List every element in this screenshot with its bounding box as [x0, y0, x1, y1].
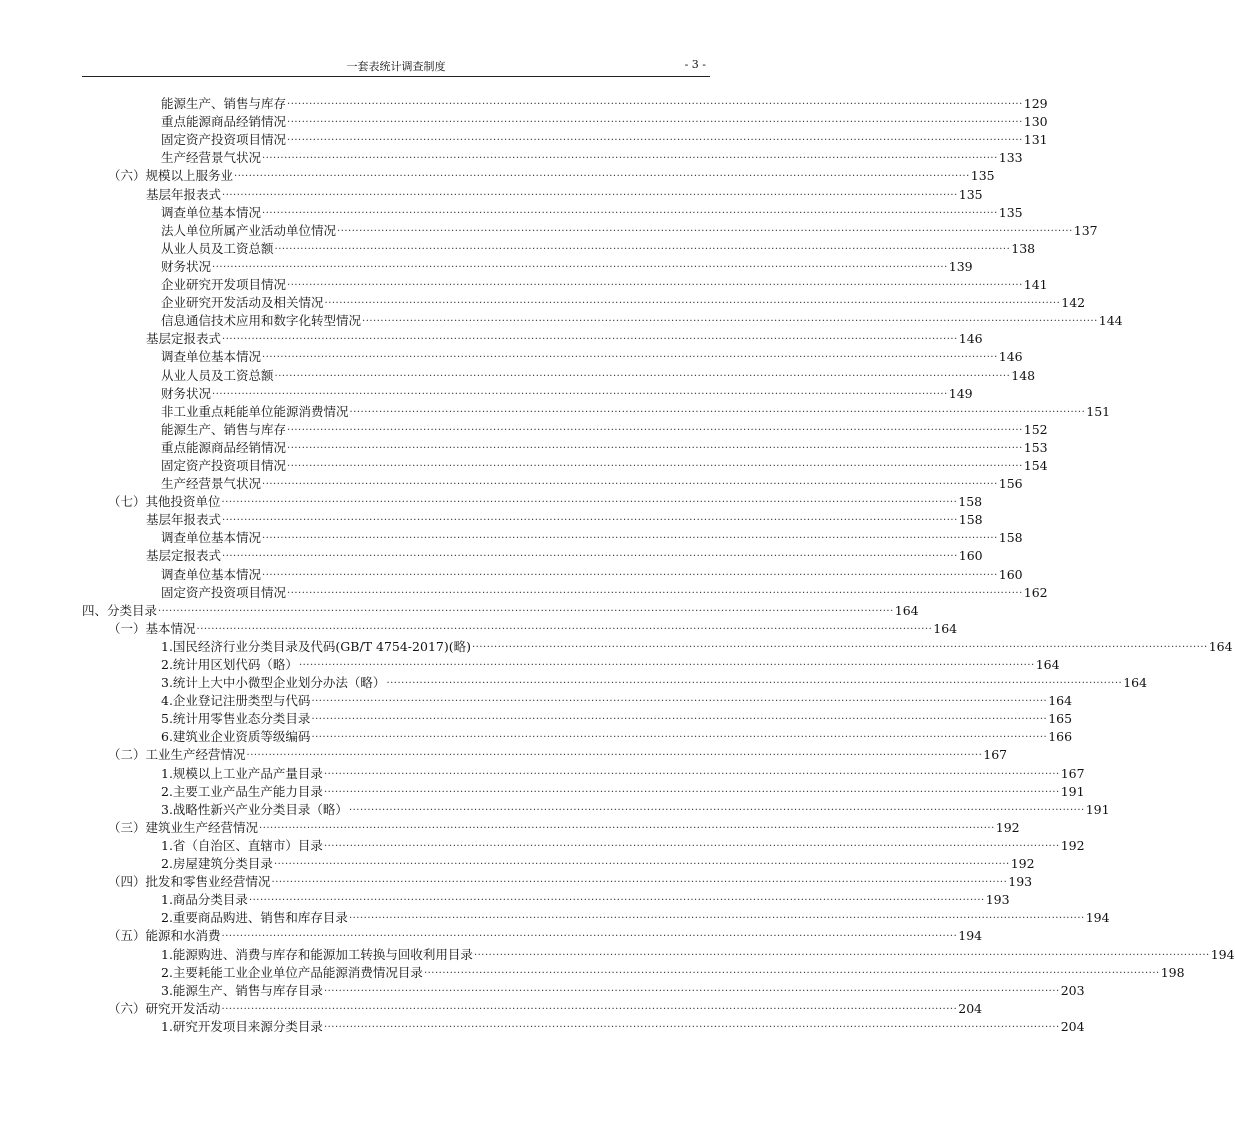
- toc-entry[interactable]: [82, 95, 1048, 113]
- toc-entry[interactable]: [82, 891, 1010, 909]
- toc-entry-page: 204: [958, 1000, 983, 1016]
- dot-leader: ········································································································································································································: [262, 352, 998, 364]
- toc-entry[interactable]: [82, 421, 1048, 439]
- toc-entry-page: 192: [995, 819, 1020, 835]
- toc-entry[interactable]: [82, 783, 1085, 801]
- dot-leader: ········································································································································································································: [222, 551, 958, 563]
- toc-entry[interactable]: [82, 204, 1023, 222]
- dot-leader: ········································································································································································································: [212, 388, 948, 400]
- toc-entry[interactable]: [82, 457, 1048, 475]
- toc-entry-page: 164: [1208, 638, 1233, 654]
- dot-leader: ········································································································································································································: [221, 931, 958, 943]
- toc-entry-title: 1.能源购进、消费与库存和能源加工转换与回收利用目录: [161, 946, 473, 962]
- dot-leader: ········································································································································································································: [287, 460, 1023, 472]
- toc-entry[interactable]: [82, 602, 919, 620]
- dot-leader: ········································································································································································································: [349, 406, 1086, 418]
- toc-entry-title: （六）规模以上服务业: [108, 168, 234, 184]
- dot-leader: ········································································································································································································: [323, 840, 1060, 852]
- toc-entry-page: 137: [1073, 222, 1098, 238]
- toc-entry-page: 165: [1048, 711, 1073, 727]
- toc-entry-title: 1.研究开发项目来源分类目录: [161, 1018, 323, 1034]
- dot-leader: ········································································································································································································: [311, 696, 1048, 708]
- toc-entry-page: 156: [998, 476, 1023, 492]
- toc-entry-title: 信息通信技术应用和数字化转型情况: [161, 313, 362, 329]
- dot-leader: ········································································································································································································: [471, 641, 1208, 653]
- dot-leader: ········································································································································································································: [423, 967, 1160, 979]
- toc-entry-page: 141: [1023, 277, 1048, 293]
- toc-entry[interactable]: [82, 403, 1111, 421]
- toc-entry-title: 1.国民经济行业分类目录及代码(GB/T 4754-2017)(略): [161, 638, 471, 654]
- dot-leader: ········································································································································································································: [262, 569, 998, 581]
- toc-entry[interactable]: [82, 511, 983, 529]
- dot-leader: ········································································································································································································: [287, 587, 1023, 599]
- dot-leader: ········································································································································································································: [259, 822, 995, 834]
- toc-entry[interactable]: [82, 692, 1073, 710]
- toc-entry-page: 142: [1061, 295, 1086, 311]
- toc-entry[interactable]: [82, 258, 973, 276]
- toc-entry-page: 153: [1023, 439, 1048, 455]
- dot-leader: ········································································································································································································: [323, 786, 1060, 798]
- toc-entry[interactable]: [82, 1018, 1085, 1036]
- toc-entry[interactable]: [82, 982, 1085, 1000]
- header-title: 一套表统计调查制度: [346, 60, 446, 73]
- toc-entry-title: 3.能源生产、销售与库存目录: [161, 982, 323, 998]
- toc-entry-title: 从业人员及工资总额: [161, 367, 274, 383]
- toc-entry-page: 164: [1035, 657, 1060, 672]
- dot-leader: ········································································································································································································: [348, 804, 1085, 816]
- toc-entry-page: 191: [1085, 801, 1110, 817]
- toc-entry-page: 158: [998, 530, 1023, 546]
- toc-entry-title: 基层定报表式: [146, 548, 222, 564]
- dot-leader: ········································································································································································································: [287, 135, 1023, 147]
- toc-entry-page: 158: [958, 512, 983, 528]
- toc-entry-title: 企业研究开发活动及相关情况: [161, 295, 324, 311]
- dot-leader: ········································································································································································································: [287, 280, 1023, 292]
- dot-leader: ········································································································································································································: [221, 497, 958, 509]
- dot-leader: ········································································································································································································: [271, 877, 1008, 889]
- toc-entry-title: （二）工业生产经营情况: [108, 747, 246, 763]
- table-of-contents: [82, 95, 1235, 1036]
- toc-entry[interactable]: [82, 565, 1023, 583]
- toc-entry[interactable]: [82, 728, 1073, 746]
- dot-leader: ········································································································································································································: [473, 949, 1210, 961]
- dot-leader: ········································································································································································································: [287, 117, 1023, 129]
- toc-entry[interactable]: [82, 475, 1023, 493]
- toc-entry-title: 1.规模以上工业产品产量目录: [161, 765, 323, 781]
- toc-entry[interactable]: [82, 131, 1048, 149]
- toc-entry[interactable]: [82, 855, 1035, 873]
- toc-entry-page: 146: [958, 331, 983, 347]
- dot-leader: ········································································································································································································: [324, 298, 1061, 310]
- toc-entry-title: 重点能源商品经销情况: [161, 114, 287, 130]
- toc-entry-title: （一）基本情况: [108, 620, 196, 636]
- toc-entry-title: 能源生产、销售与库存: [161, 421, 287, 437]
- toc-entry-page: 129: [1023, 96, 1048, 112]
- dot-leader: ········································································································································································································: [386, 678, 1123, 690]
- toc-entry[interactable]: [82, 945, 1235, 963]
- toc-entry[interactable]: [82, 964, 1185, 982]
- toc-entry[interactable]: [82, 439, 1048, 457]
- toc-entry-page: 191: [1060, 783, 1085, 799]
- toc-entry[interactable]: [82, 222, 1098, 240]
- toc-entry-page: 146: [998, 349, 1023, 365]
- toc-entry-page: 194: [958, 928, 983, 944]
- toc-entry-title: 调查单位基本情况: [161, 349, 262, 365]
- dot-leader: ········································································································································································································: [262, 207, 998, 219]
- toc-entry-page: 160: [998, 566, 1023, 582]
- toc-entry[interactable]: [82, 927, 983, 945]
- toc-entry-page: 194: [1210, 946, 1235, 962]
- toc-entry-page: 135: [970, 168, 995, 184]
- toc-entry-title: 能源生产、销售与库存: [161, 96, 287, 112]
- toc-entry-title: 生产经营景气状况: [161, 150, 262, 166]
- toc-entry-page: 149: [948, 385, 973, 401]
- toc-entry-title: 从业人员及工资总额: [161, 240, 274, 256]
- toc-entry-title: 法人单位所属产业活动单位情况: [161, 222, 337, 238]
- toc-entry-title: （七）其他投资单位: [108, 494, 221, 510]
- toc-entry-page: 166: [1048, 729, 1073, 745]
- dot-leader: ········································································································································································································: [362, 316, 1098, 328]
- toc-entry-title: 生产经营景气状况: [161, 476, 262, 492]
- dot-leader: ········································································································································································································: [234, 171, 970, 183]
- toc-entry[interactable]: [82, 294, 1086, 312]
- toc-entry-title: 重点能源商品经销情况: [161, 439, 287, 455]
- toc-entry[interactable]: [82, 493, 983, 511]
- toc-entry-title: 2.统计用区划代码（略）: [161, 657, 298, 672]
- toc-entry-page: 192: [1060, 837, 1085, 853]
- toc-entry-title: 基层年报表式: [146, 512, 222, 528]
- toc-entry-title: 3.战略性新兴产业分类目录（略）: [161, 801, 348, 817]
- toc-entry[interactable]: [82, 149, 1023, 167]
- toc-entry[interactable]: [82, 837, 1085, 855]
- dot-leader: ········································································································································································································: [323, 985, 1060, 997]
- dot-leader: ········································································································································································································: [273, 859, 1010, 871]
- toc-entry-page: 135: [998, 204, 1023, 220]
- toc-entry[interactable]: [82, 620, 958, 638]
- toc-entry[interactable]: [82, 638, 1233, 656]
- toc-entry-page: 154: [1023, 457, 1048, 473]
- toc-entry-title: 固定资产投资项目情况: [161, 132, 287, 148]
- toc-entry[interactable]: [82, 366, 1036, 384]
- toc-entry-page: 198: [1160, 964, 1185, 980]
- toc-entry-title: 3.统计上大中小微型企业划分办法（略）: [161, 675, 386, 691]
- toc-entry-title: 固定资产投资项目情况: [161, 457, 287, 473]
- toc-entry-title: （六）研究开发活动: [108, 1000, 221, 1016]
- toc-entry[interactable]: [82, 348, 1023, 366]
- header-page-number: - 3 -: [684, 58, 706, 71]
- toc-entry[interactable]: [82, 330, 983, 348]
- dot-leader: ········································································································································································································: [222, 334, 958, 346]
- toc-entry-title: 四、分类目录: [82, 602, 158, 618]
- dot-leader: ········································································································································································································: [287, 442, 1023, 454]
- dot-leader: ········································································································································································································: [274, 370, 1011, 382]
- toc-entry-page: 167: [983, 747, 1008, 763]
- toc-entry-title: （四）批发和零售业经营情况: [108, 874, 271, 890]
- dot-leader: ········································································································································································································: [221, 1003, 958, 1015]
- dot-leader: ········································································································································································································: [222, 189, 958, 201]
- toc-entry-title: （三）建筑业生产经营情况: [108, 819, 259, 835]
- toc-entry-title: 1.省（自治区、直辖市）目录: [161, 837, 323, 853]
- toc-entry-title: 财务状况: [161, 258, 212, 274]
- toc-entry-title: 财务状况: [161, 385, 212, 401]
- toc-entry-page: 130: [1023, 114, 1048, 130]
- toc-entry-title: 基层年报表式: [146, 186, 222, 202]
- toc-entry-page: 135: [958, 186, 983, 202]
- dot-leader: ········································································································································································································: [196, 623, 933, 635]
- toc-entry-title: 企业研究开发项目情况: [161, 277, 287, 293]
- toc-entry-page: 139: [948, 258, 973, 274]
- toc-entry-title: 非工业重点耗能单位能源消费情况: [161, 403, 349, 419]
- toc-entry[interactable]: [82, 801, 1110, 819]
- dot-leader: ········································································································································································································: [298, 660, 1035, 671]
- toc-entry-page: 138: [1011, 240, 1036, 256]
- toc-entry-page: 192: [1010, 856, 1035, 872]
- page-header: [82, 52, 710, 77]
- toc-entry-page: 167: [1060, 765, 1085, 781]
- dot-leader: ········································································································································································································: [323, 768, 1060, 780]
- toc-entry-page: 203: [1060, 982, 1085, 998]
- toc-entry-page: 133: [998, 150, 1023, 166]
- toc-entry-page: 193: [1008, 874, 1033, 890]
- toc-entry-page: 164: [1048, 693, 1073, 709]
- toc-entry[interactable]: [82, 584, 1048, 602]
- dot-leader: ········································································································································································································: [262, 479, 998, 491]
- toc-entry-page: 148: [1011, 367, 1036, 383]
- dot-leader: ········································································································································································································: [311, 732, 1048, 744]
- toc-entry-title: 2.重要商品购进、销售和库存目录: [161, 910, 348, 926]
- toc-entry-page: 131: [1023, 132, 1048, 148]
- toc-entry-page: 194: [1085, 910, 1110, 926]
- dot-leader: ········································································································································································································: [222, 515, 958, 527]
- toc-entry-page: 151: [1086, 403, 1111, 419]
- toc-entry[interactable]: [82, 909, 1110, 927]
- dot-leader: ········································································································································································································: [248, 895, 985, 907]
- toc-entry[interactable]: [82, 656, 1060, 674]
- toc-entry-page: 164: [1123, 675, 1148, 691]
- toc-entry[interactable]: [82, 185, 983, 203]
- toc-entry[interactable]: [82, 710, 1073, 728]
- toc-entry[interactable]: [82, 547, 983, 565]
- toc-entry-page: 164: [894, 602, 919, 618]
- toc-entry-title: 调查单位基本情况: [161, 530, 262, 546]
- dot-leader: ········································································································································································································: [158, 605, 894, 617]
- dot-leader: ········································································································································································································: [287, 99, 1023, 111]
- toc-entry[interactable]: [82, 276, 1048, 294]
- toc-entry-page: 164: [933, 620, 958, 636]
- toc-entry-page: 144: [1098, 313, 1123, 329]
- toc-entry-title: 6.建筑业企业资质等级编码: [161, 729, 311, 745]
- toc-entry[interactable]: [82, 385, 973, 403]
- dot-leader: ········································································································································································································: [348, 913, 1085, 925]
- toc-entry-title: 5.统计用零售业态分类目录: [161, 711, 311, 727]
- dot-leader: ········································································································································································································: [246, 750, 983, 762]
- toc-entry[interactable]: [82, 240, 1036, 258]
- toc-entry-title: 调查单位基本情况: [161, 204, 262, 220]
- dot-leader: ········································································································································································································: [274, 243, 1011, 255]
- toc-entry-page: 158: [958, 494, 983, 510]
- toc-entry-title: 1.商品分类目录: [161, 892, 248, 908]
- toc-entry[interactable]: [82, 764, 1085, 782]
- toc-entry-title: 2.主要耗能工业企业单位产品能源消费情况目录: [161, 964, 423, 980]
- toc-entry[interactable]: [82, 674, 1148, 692]
- toc-entry-title: 固定资产投资项目情况: [161, 584, 287, 600]
- toc-entry[interactable]: [82, 1000, 983, 1018]
- dot-leader: ········································································································································································································: [337, 225, 1073, 237]
- toc-entry[interactable]: [82, 167, 995, 185]
- toc-entry-title: （五）能源和水消费: [108, 928, 221, 944]
- dot-leader: ········································································································································································································: [212, 261, 948, 273]
- toc-entry[interactable]: [82, 819, 1020, 837]
- dot-leader: ········································································································································································································: [262, 533, 998, 545]
- toc-entry[interactable]: [82, 529, 1023, 547]
- toc-entry-page: 204: [1060, 1018, 1085, 1034]
- dot-leader: ········································································································································································································: [262, 153, 998, 165]
- dot-leader: ········································································································································································································: [287, 424, 1023, 436]
- toc-entry-page: 193: [985, 892, 1010, 908]
- toc-entry-page: 162: [1023, 584, 1048, 600]
- toc-entry-page: 160: [958, 548, 983, 564]
- toc-entry[interactable]: [82, 312, 1123, 330]
- toc-entry[interactable]: [82, 746, 1008, 764]
- toc-entry-title: 2.房屋建筑分类目录: [161, 856, 273, 872]
- toc-entry-title: 2.主要工业产品生产能力目录: [161, 783, 323, 799]
- dot-leader: ········································································································································································································: [323, 1021, 1060, 1033]
- toc-entry-title: 基层定报表式: [146, 331, 222, 347]
- dot-leader: ········································································································································································································: [311, 714, 1048, 726]
- toc-entry[interactable]: [82, 873, 1033, 891]
- toc-entry-title: 调查单位基本情况: [161, 566, 262, 582]
- toc-entry[interactable]: [82, 113, 1048, 131]
- toc-entry-page: 152: [1023, 421, 1048, 437]
- toc-entry-title: 4.企业登记注册类型与代码: [161, 693, 311, 709]
